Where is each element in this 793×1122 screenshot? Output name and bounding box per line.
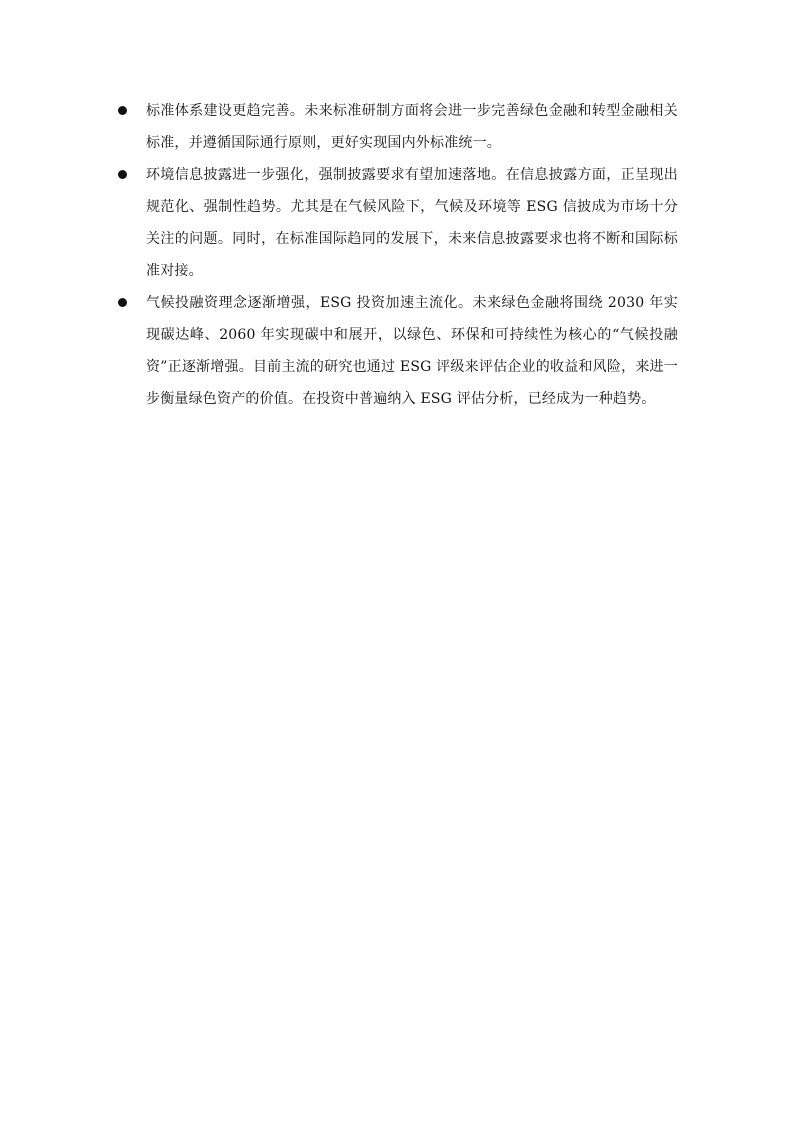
bullet-list	[118, 95, 678, 415]
bullet-text: 环境信息披露进一步强化，强制披露要求有望加速落地。在信息披露方面，正呈现出规范化、强制性趋势。尤其是在气候风险下，气候及环境等 ESG 信披成为市场十分关注的问题。同时，在标准国际趋同的发展下，未来信息披露要求也将不断和国际标准对接。	[146, 167, 678, 279]
bullet-dot-icon	[118, 170, 127, 179]
bullet-text: 气候投融资理念逐渐增强，ESG 投资加速主流化。未来绿色金融将围绕 2030 年实现碳达峰、2060 年实现碳中和展开，以绿色、环保和可持续性为核心的“气候投融资”正逐渐增强。目前主流的研究也通过 ESG 评级来评估企业的收益和风险，来进一步衡量绿色资产的价值。在投资中普遍纳入 ESG 评估分析，已经成为一种趋势。	[146, 295, 678, 407]
list-item	[118, 287, 678, 415]
bullet-text: 标准体系建设更趋完善。未来标准研制方面将会进一步完善绿色金融和转型金融相关标准，并遵循国际通行原则，更好实现国内外标准统一。	[146, 103, 678, 151]
bullet-dot-icon	[118, 298, 127, 307]
list-item	[118, 159, 678, 287]
list-item	[118, 95, 678, 159]
bullet-dot-icon	[118, 106, 127, 115]
